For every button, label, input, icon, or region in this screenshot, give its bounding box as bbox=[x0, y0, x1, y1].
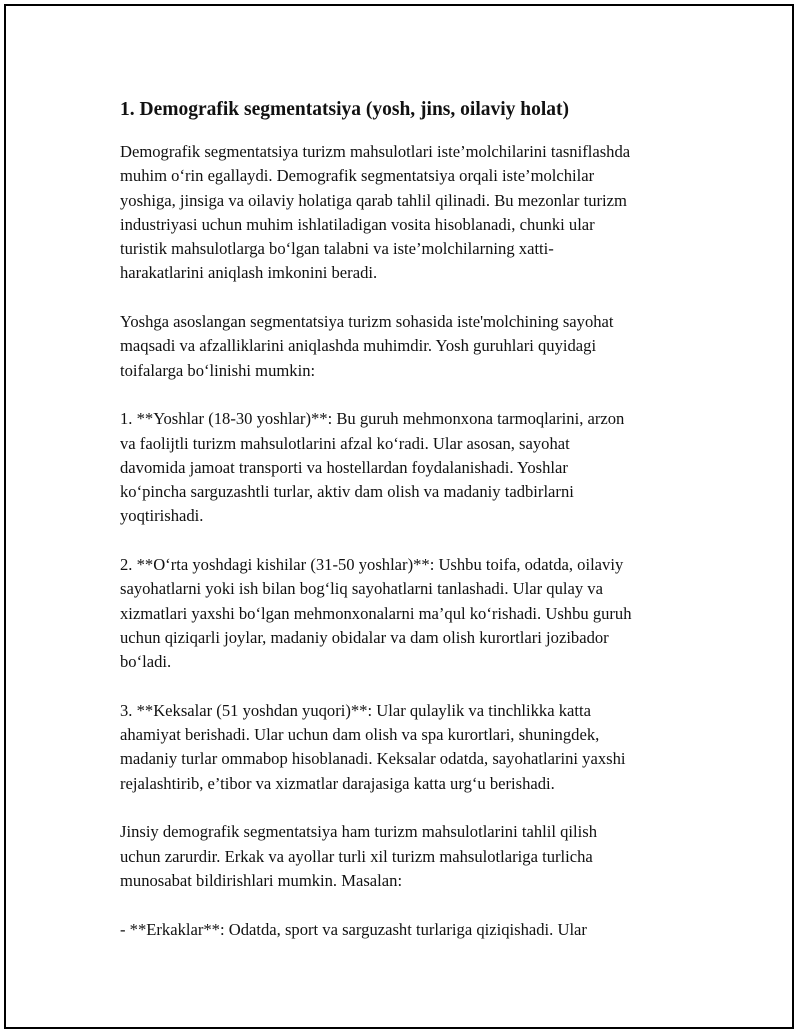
document-body bbox=[120, 98, 694, 942]
text-line: uchun zarurdir. Erkak va ayollar turli xil turizm mahsulotlariga turlicha bbox=[120, 846, 593, 866]
list-item-men bbox=[120, 918, 694, 942]
text-line: Yoshga asoslangan segmentatsiya turizm sohasida iste'molchining sayohat bbox=[120, 312, 614, 332]
text-line: xizmatlari yaxshi bo‘lgan mehmonxonalarni ma’qul ko‘rishadi. Ushbu guruh bbox=[120, 603, 632, 623]
text-line: va faolijtli turizm mahsulotlarini afzal ko‘radi. Ular asosan, sayohat bbox=[120, 433, 570, 453]
text-line: bo‘ladi. bbox=[120, 652, 172, 672]
text-line: 2. **O‘rta yoshdagi kishilar (31-50 yoshlar)**: Ushbu toifa, odatda, oilaviy bbox=[120, 555, 624, 575]
text-line: Demografik segmentatsiya turizm mahsulotlari iste’molchilarini tasniflashda bbox=[120, 142, 631, 161]
paragraph-gap bbox=[120, 529, 694, 553]
text-line: turistik mahsulotlarga bo‘lgan talabni va iste’molchilarning xatti- bbox=[120, 239, 554, 259]
section-heading: 1. Demografik segmentatsiya (yosh, jins, oilaviy holat) bbox=[120, 99, 570, 120]
text-line: ko‘pincha sarguzashtli turlar, aktiv dam olish va madaniy tadbirlarni bbox=[120, 482, 574, 502]
text-line: munosabat bildirishlari mumkin. Masalan: bbox=[120, 870, 403, 890]
paragraph-gap bbox=[120, 383, 694, 407]
text-line: maqsadi va afzalliklarini aniqlashda muhimdir. Yosh guruhlari quyidagi bbox=[120, 336, 597, 356]
text-line: rejalashtirib, e’tibor va xizmatlar darajasiga katta urg‘u berishadi. bbox=[120, 773, 555, 793]
text-line: madaniy turlar ommabop hisoblanadi. Keksalar odatda, sayohatlarini yaxshi bbox=[120, 749, 626, 769]
paragraph-age-segmentation bbox=[120, 310, 694, 383]
text-line: 3. **Keksalar (51 yoshdan yuqori)**: Ular qulaylik va tinchlikka katta bbox=[120, 700, 591, 720]
list-item-youth bbox=[120, 407, 694, 528]
list-item-middle-aged bbox=[120, 553, 694, 674]
text-line: - **Erkaklar**: Odatda, sport va sarguzasht turlariga qiziqishadi. Ular bbox=[120, 919, 587, 939]
text-line: ahamiyat berishadi. Ular uchun dam olish va spa kurortlari, shuningdek, bbox=[120, 725, 600, 745]
paragraph-gap bbox=[120, 893, 694, 917]
text-line: davomida jamoat transporti va hostellardan foydalanishadi. Yoshlar bbox=[120, 457, 568, 477]
paragraph-intro bbox=[120, 140, 694, 286]
paragraph-gap bbox=[120, 286, 694, 310]
text-line: uchun qiziqarli joylar, madaniy obidalar va dam olish kurortlari jozibador bbox=[120, 627, 609, 647]
text-line: yoshiga, jinsiga va oilaviy holatiga qarab tahlil qilinadi. Bu mezonlar turizm bbox=[120, 190, 627, 210]
text-line: toifalarga bo‘linishi mumkin: bbox=[120, 360, 316, 380]
paragraph-gap bbox=[120, 796, 694, 820]
list-item-elderly bbox=[120, 699, 694, 796]
text-line: muhim o‘rin egallaydi. Demografik segmentatsiya orqali iste’molchilar bbox=[120, 166, 595, 186]
text-line: sayohatlarni yoki ish bilan bog‘liq sayohatlarni tanlashadi. Ular qulay va bbox=[120, 579, 603, 599]
page-frame bbox=[4, 4, 794, 1029]
text-line: 1. **Yoshlar (18-30 yoshlar)**: Bu guruh mehmonxona tarmoqlarini, arzon bbox=[120, 409, 625, 429]
paragraph-gender-segmentation bbox=[120, 820, 694, 893]
text-line: industriyasi uchun muhim ishlatiladigan vosita hisoblanadi, chunki ular bbox=[120, 214, 595, 234]
text-line: harakatlarini aniqlash imkonini beradi. bbox=[120, 263, 378, 283]
paragraph-gap bbox=[120, 675, 694, 699]
text-line: Jinsiy demografik segmentatsiya ham turizm mahsulotlarini tahlil qilish bbox=[120, 822, 597, 842]
text-line: yoqtirishadi. bbox=[120, 506, 204, 526]
